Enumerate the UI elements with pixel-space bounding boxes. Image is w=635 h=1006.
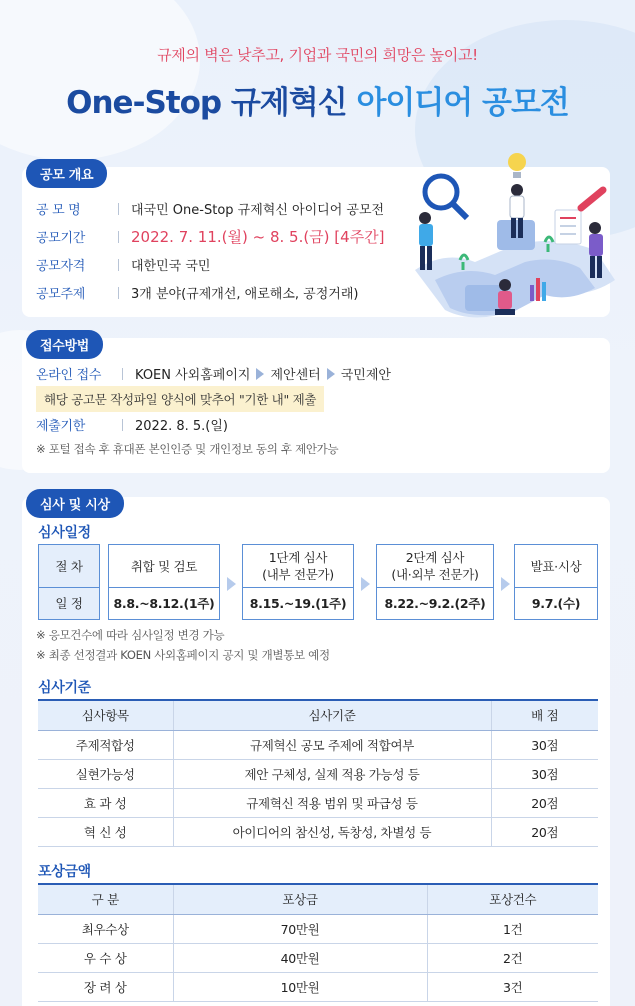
column-header: 배 점 xyxy=(491,700,598,730)
schedule-step-2 xyxy=(242,544,354,588)
path-step-3: 국민제안 xyxy=(340,368,391,383)
step-date: 8.22.~9.2.(2주) xyxy=(384,596,486,611)
overview-row-name xyxy=(36,199,384,218)
header xyxy=(0,44,635,122)
table-row xyxy=(38,817,598,846)
deadline-label: 제출기한 xyxy=(36,419,86,434)
row-value: 3개 분야(규제개선, 애로해소, 공정거래) xyxy=(131,287,359,302)
table-header-row xyxy=(38,700,598,730)
row-label: 공모주제 xyxy=(36,287,86,302)
page-title xyxy=(0,77,635,122)
table-cell: 아이디어의 참신성, 독창성, 차별성 등 xyxy=(173,817,491,846)
table-cell: 규제혁신 적용 범위 및 파급성 등 xyxy=(173,788,491,817)
online-label: 온라인 접수 xyxy=(36,368,102,383)
overview-row-topic xyxy=(36,283,358,302)
divider xyxy=(118,287,119,299)
divider xyxy=(122,368,123,380)
table-header-row xyxy=(38,884,598,914)
path-step-1: KOEN 사외홈페이지 xyxy=(135,368,251,383)
column-header: 구 분 xyxy=(38,884,173,914)
title-part2: 아이디어 공모전 xyxy=(356,85,569,121)
schedule-note-1: ※ 응모건수에 따라 심사일정 변경 가능 xyxy=(36,628,225,642)
schedule-head-step xyxy=(38,544,100,588)
step-date: 8.15.~19.(1주) xyxy=(249,596,347,611)
table-cell: 3건 xyxy=(427,972,598,1001)
schedule-label: 심사일정 xyxy=(38,525,91,541)
step-sub: (내·외부 전문가) xyxy=(391,567,479,582)
overview-pill: 공모 개요 xyxy=(26,159,107,188)
submission-deadline-row xyxy=(36,415,228,434)
prize-table xyxy=(38,883,598,1002)
schedule-note-2: ※ 최종 선정결과 KOEN 사외홈페이지 공지 및 개별통보 예정 xyxy=(36,648,330,662)
arrow-right-icon xyxy=(501,577,510,591)
step-name: 2단계 심사 xyxy=(405,550,465,565)
path-step-2: 제안센터 xyxy=(270,368,321,383)
arrow-right-icon xyxy=(227,577,236,591)
schedule-step-4 xyxy=(514,544,598,588)
table-cell: 규제혁신 공모 주제에 적합여부 xyxy=(173,730,491,759)
row-label: 공모기간 xyxy=(36,231,86,246)
table-cell: 최우수상 xyxy=(38,914,173,943)
table-cell: 실현가능성 xyxy=(38,759,173,788)
arrow-right-icon xyxy=(361,577,370,591)
table-cell: 10만원 xyxy=(173,972,427,1001)
title-part1: One-Stop 규제혁신 xyxy=(66,85,347,121)
step-sub: (내부 전문가) xyxy=(262,567,334,582)
submission-online-row xyxy=(36,364,391,383)
step-date: 9.7.(수) xyxy=(531,596,581,611)
schedule-date-2 xyxy=(242,588,354,620)
table-cell: 40만원 xyxy=(173,943,427,972)
schedule-date-4 xyxy=(514,588,598,620)
step-name: 발표·시상 xyxy=(530,558,582,574)
divider xyxy=(118,259,119,271)
row-value: 대한민국 국민 xyxy=(131,259,211,274)
divider xyxy=(122,419,123,431)
teamwork-illustration xyxy=(405,150,625,340)
table-cell: 70만원 xyxy=(173,914,427,943)
review-pill: 심사 및 시상 xyxy=(26,489,124,518)
column-header: 심사기준 xyxy=(173,700,491,730)
schedule-date-3 xyxy=(376,588,494,620)
submission-highlight: 해당 공고문 작성파일 양식에 맞추어 "기한 내" 제출 xyxy=(36,386,324,412)
table-row xyxy=(38,759,598,788)
table-row xyxy=(38,788,598,817)
table-cell: 혁 신 성 xyxy=(38,817,173,846)
submission-note: ※ 포털 접속 후 휴대폰 본인인증 및 개인정보 동의 후 제안가능 xyxy=(36,442,339,456)
column-header: 심사항목 xyxy=(38,700,173,730)
arrow-right-icon xyxy=(256,368,264,380)
schedule-date-1 xyxy=(108,588,220,620)
divider xyxy=(118,203,119,215)
overview-row-eligibility xyxy=(36,255,210,274)
table-cell: 우 수 상 xyxy=(38,943,173,972)
table-cell: 1건 xyxy=(427,914,598,943)
submission-pill: 접수방법 xyxy=(26,330,103,359)
table-row xyxy=(38,730,598,759)
head-text: 절 차 xyxy=(55,558,83,574)
column-header: 포상건수 xyxy=(427,884,598,914)
step-name: 1단계 심사 xyxy=(268,550,328,565)
step-name: 취합 및 검토 xyxy=(130,558,198,574)
table-cell: 장 려 상 xyxy=(38,972,173,1001)
criteria-table xyxy=(38,699,598,847)
criteria-label: 심사기준 xyxy=(38,680,91,696)
table-cell: 20점 xyxy=(491,817,598,846)
prize-label: 포상금액 xyxy=(38,864,91,880)
row-label: 공모자격 xyxy=(36,259,86,274)
column-header: 포상금 xyxy=(173,884,427,914)
table-cell: 주제적합성 xyxy=(38,730,173,759)
head-text: 일 정 xyxy=(55,596,83,611)
row-value: 2022. 7. 11.(월) ~ 8. 5.(금) [4주간] xyxy=(131,228,385,246)
table-cell: 30점 xyxy=(491,730,598,759)
arrow-right-icon xyxy=(327,368,335,380)
overview-row-period xyxy=(36,226,385,247)
schedule-step-3 xyxy=(376,544,494,588)
table-cell: 제안 구체성, 실제 적용 가능성 등 xyxy=(173,759,491,788)
divider xyxy=(118,231,119,243)
subtitle: 규제의 벽은 낮추고, 기업과 국민의 희망은 높이고! xyxy=(157,46,478,64)
schedule-step-1 xyxy=(108,544,220,588)
table-row xyxy=(38,943,598,972)
row-label: 공 모 명 xyxy=(36,203,81,218)
deadline-value: 2022. 8. 5.(일) xyxy=(135,419,228,434)
schedule-head-date xyxy=(38,588,100,620)
table-cell: 30점 xyxy=(491,759,598,788)
row-value: 대국민 One-Stop 규제혁신 아이디어 공모전 xyxy=(131,203,385,218)
table-cell: 20점 xyxy=(491,788,598,817)
table-cell: 2건 xyxy=(427,943,598,972)
table-row xyxy=(38,972,598,1001)
step-date: 8.8.~8.12.(1주) xyxy=(113,596,215,611)
review-card xyxy=(22,497,610,1006)
table-row xyxy=(38,914,598,943)
table-cell: 효 과 성 xyxy=(38,788,173,817)
